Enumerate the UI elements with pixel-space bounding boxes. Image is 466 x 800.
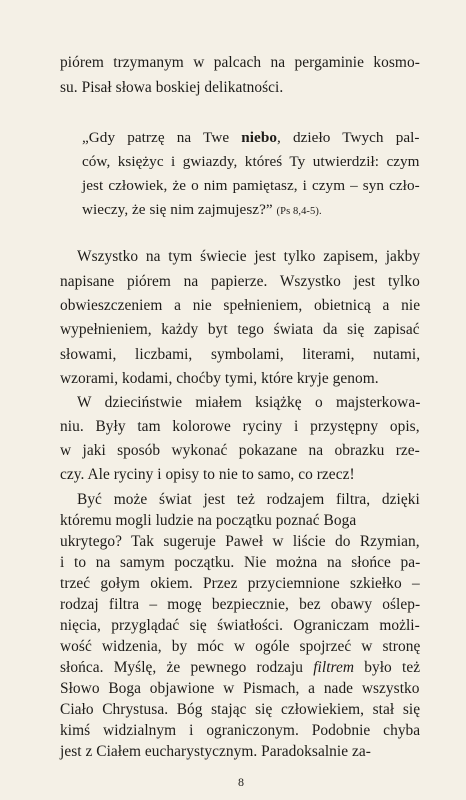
text-line: wzorami, kodami, choćby tymi, które kryje genom. <box>60 370 379 387</box>
scripture-reference: (Ps 8,4-5). <box>276 206 322 217</box>
italic-emphasis: filtrem <box>313 659 355 676</box>
text-line: obwieszczeniem a nie spełnieniem, obietnicą a nie <box>60 297 421 314</box>
text-line: kimś widzialnym i ograniczonym. Podobnie chyba <box>60 722 421 739</box>
text-line: nięcia, przyglądać się światłości. Ograniczam możli- <box>60 617 420 634</box>
page-number: 8 <box>238 775 245 789</box>
text-line: ukrytego? Tak sugeruje Paweł w liście do Rzymian, <box>60 533 420 550</box>
text-line: czy. Ale ryciny i opisy to nie to samo, co rzecz! <box>60 466 355 483</box>
text-line: i to na samym początku. Nie można na słońce pa- <box>60 554 421 571</box>
text-line: rodzaj filtra – mogę bezpiecznie, bez obawy oślep- <box>60 596 421 613</box>
text-line: Ciało Chrystusa. Bóg stając się człowiekiem, stał się <box>60 701 421 718</box>
text-line: su. Pisał słowa boskiej delikatności. <box>60 79 284 96</box>
quote-line: jest człowiek, że o nim pamiętasz, i czym – syn czło- <box>82 177 420 194</box>
text-line: słowami, liczbami, symbolami, literami, nutami, <box>60 346 421 363</box>
text-line: napisane piórem na papierze. Wszystko jest tylko <box>60 273 420 290</box>
text-line: W dzieciństwie miałem książkę o majsterkowa- <box>77 394 421 411</box>
text-line: wość widzenia, by móc w ogóle spojrzeć w stronę <box>60 638 421 655</box>
text-line: w jaki sposób wykonać pokazane na obrazku rze- <box>60 442 420 459</box>
text-line: Być może świat jest też rodzajem filtra, dzięki <box>77 491 420 508</box>
text-line: Słowo Boga objawione w Pismach, a nade wszystko <box>60 680 420 697</box>
quote-line: ców, księżyc i gwiazdy, któreś Ty utwierdził: czym <box>82 153 420 170</box>
quote-emphasis: niebo <box>241 129 277 146</box>
text-line: jest z Ciałem eucharystycznym. Paradoksalnie za- <box>60 743 371 760</box>
text-line: któremu mogli ludzie na początku poznać Boga <box>60 512 357 529</box>
text-line: Wszystko na tym świecie jest tylko zapisem, jakby <box>77 248 421 265</box>
text-line: piórem trzymanym w palcach na pergaminie kosmo- <box>60 54 420 71</box>
text-line: niu. Były tam kolorowe ryciny i przystępny opis, <box>60 418 420 435</box>
text-line: trzeć gołym okiem. Przez przyciemnione szkiełko – <box>60 575 420 592</box>
text-line: słońca. Myślę, że pewnego rodzaju filtrem było też <box>60 659 421 676</box>
quote-line: wieczy, że się nim zajmujesz?” (Ps 8,4-5). <box>82 201 322 218</box>
quote-line: „Gdy patrzę na Twe niebo, dzieło Twych pal- <box>82 129 420 146</box>
text-line: wypełnieniem, każdy byt tego świata da się zapisać <box>60 321 420 338</box>
